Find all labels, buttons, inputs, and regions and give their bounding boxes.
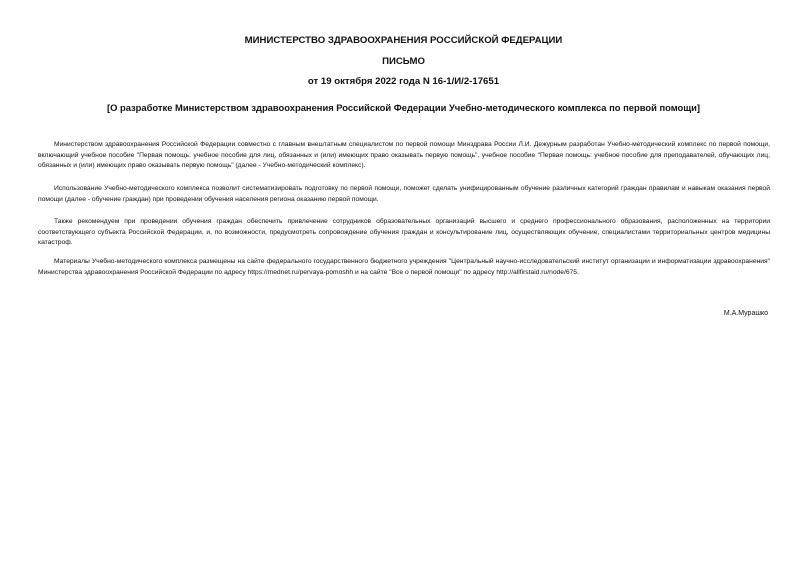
body-paragraph-4: Материалы Учебно-методического комплекса размещены на сайте федерального государственного бюджетного учреждения "Центральный научно-исследовательский институт организации и информатизации здравоохранения" Министерства здравоохранения Российской Федерации по адресу https://mednet.ru/pervaya-pomoshh и на сайте "Все о первой помощи" по адресу http://allfirstaid.ru/node/675. xyxy=(38,258,770,276)
document-type-heading: ПИСЬМО xyxy=(382,56,425,67)
signatory-name: М.А.Мурашко xyxy=(723,310,768,317)
issuer-heading: МИНИСТЕРСТВО ЗДРАВООХРАНЕНИЯ РОССИЙСКОЙ ФЕДЕРАЦИИ xyxy=(244,35,563,46)
body-paragraph-3: Также рекомендуем при проведении обучения граждан обеспечить привлечение сотрудников образовательных организаций высшего и среднего профессионального образования, расположенных на территории соответствующего субъекта Российской Федерации, и, по возможности, предусмотреть сопровождение обучения граждан и консультирование лиц, осуществляющих обучение, специалистами территориальных центров медицины катастроф. xyxy=(38,218,770,247)
document-subject: [О разработке Министерством здравоохранения Российской Федерации Учебно-методического комплекса по первой помощи] xyxy=(106,102,701,113)
document-date-number: от 19 октября 2022 года N 16-1/И/2-17651 xyxy=(307,76,500,87)
body-paragraph-2: Использование Учебно-методического комплекса позволит систематизировать подготовку по первой помощи, поможет сделать унифицированным обучение различных категорий граждан правилам и навыкам оказания первой помощи (далее - обучение граждан) при проведении обучения населения региона оказанию первой помощи. xyxy=(38,185,770,203)
body-paragraph-1: Министерством здравоохранения Российской Федерации совместно с главным внештатным специалистом по первой помощи Минздрава России Л.И. Дежурным разработан Учебно-методический комплекс по первой помощи, включающий учебное пособие "Первая помощь: учебное пособие для лиц, обязанных и (или) имеющих право оказывать первую помощь", учебное пособие "Первая помощь: учебное пособие для преподавателей, обучающих лиц, обязанных и (или) имеющих право оказывать первую помощь" (далее - Учебно-методический комплекс). xyxy=(38,141,770,170)
